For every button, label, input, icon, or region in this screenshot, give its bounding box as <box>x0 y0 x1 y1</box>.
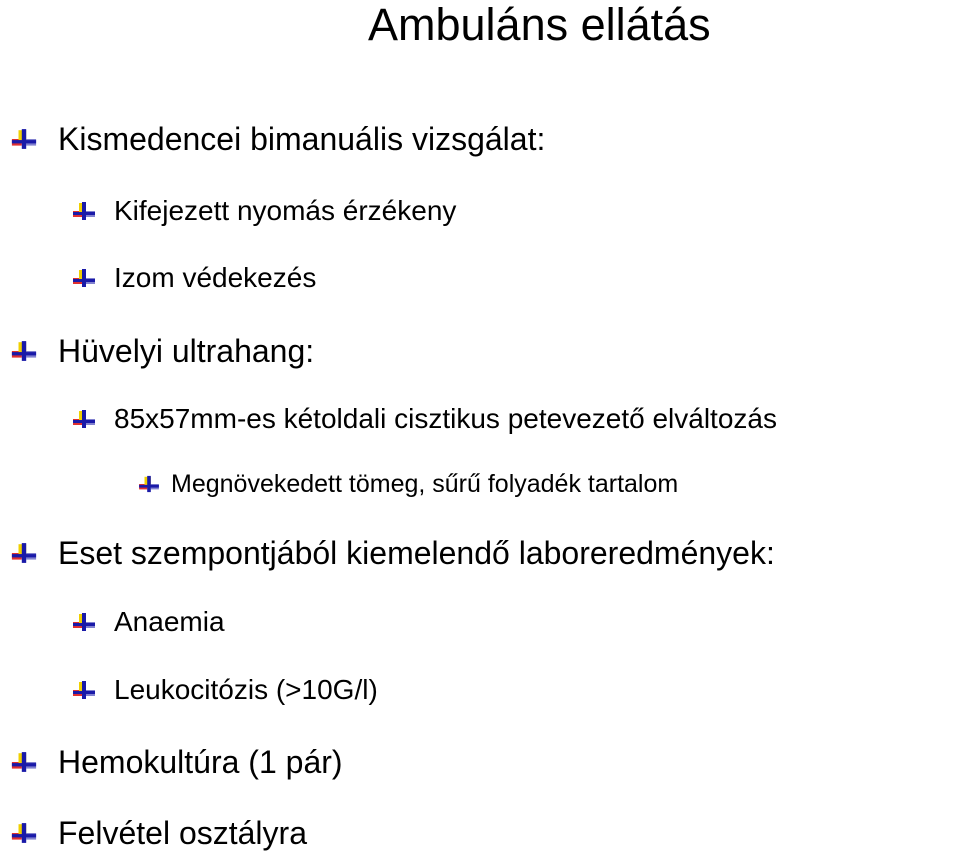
bullet-text: Leukocitózis (>10G/l) <box>114 674 378 705</box>
checkered-flag-bullet-icon <box>72 612 96 632</box>
bullet-text: Hemokultúra (1 pár) <box>58 743 343 780</box>
checkered-flag-bullet-icon <box>10 340 38 362</box>
bullet-text: 85x57mm-es kétoldali cisztikus petevezető elváltozás <box>114 403 777 434</box>
checkered-flag-bullet-icon <box>72 201 96 221</box>
bullet-item-level1 <box>10 813 307 853</box>
checkered-flag-bullet-icon <box>10 542 38 564</box>
bullet-text: Kismedencei bimanuális vizsgálat: <box>58 120 546 157</box>
bullet-item-level3 <box>138 468 678 500</box>
bullet-text: Hüvelyi ultrahang: <box>58 332 315 369</box>
bullet-text: Megnövekedett tömeg, sűrű folyadék tartalom <box>171 469 679 498</box>
bullet-item-level2 <box>72 672 378 708</box>
bullet-text: Anaemia <box>114 606 225 637</box>
bullet-item-level2 <box>72 193 456 229</box>
bullet-text: Izom védekezés <box>114 262 317 293</box>
bullet-item-level2 <box>72 604 225 640</box>
bullet-item-level1 <box>10 331 314 371</box>
bullet-item-level1 <box>10 119 545 159</box>
checkered-flag-bullet-icon <box>72 409 96 429</box>
bullet-item-level1 <box>10 533 775 573</box>
checkered-flag-bullet-icon <box>10 751 38 773</box>
checkered-flag-bullet-icon <box>72 268 96 288</box>
bullet-item-level1 <box>10 742 343 782</box>
bullet-item-level2 <box>72 401 777 437</box>
bullet-text: Felvétel osztályra <box>58 814 307 851</box>
slide-title: Ambuláns ellátás <box>368 0 711 50</box>
bullet-text: Kifejezett nyomás érzékeny <box>114 195 457 226</box>
bullet-item-level2 <box>72 260 316 296</box>
checkered-flag-bullet-icon <box>72 680 96 700</box>
bullet-text: Eset szempontjából kiemelendő laboreredmények: <box>58 534 775 571</box>
checkered-flag-bullet-icon <box>10 822 38 844</box>
checkered-flag-bullet-icon <box>10 128 38 150</box>
checkered-flag-bullet-icon <box>138 475 160 493</box>
